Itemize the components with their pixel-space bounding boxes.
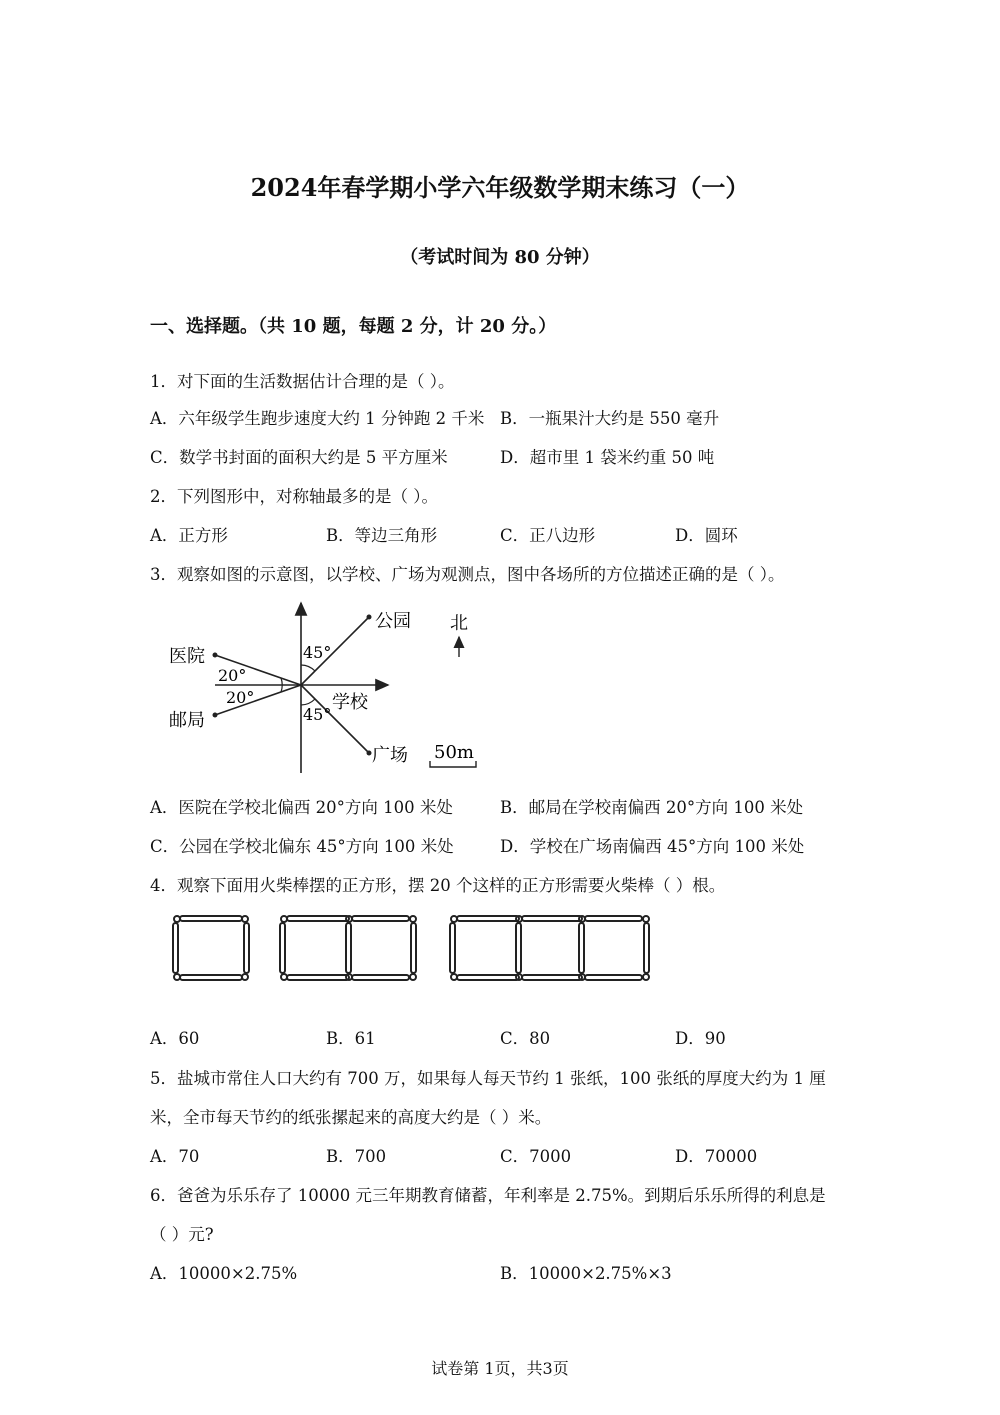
question-1-option-b: B．一瓶果汁大约是 550 毫升 [500,409,720,428]
question-2-option-d: D．圆环 [675,526,738,545]
park-point [367,615,372,620]
angle-45-top-label: 45° [303,643,332,662]
park-label: 公园 [375,611,411,632]
question-3-option-a: A．医院在学校北偏西 20°方向 100 米处 [150,798,453,817]
question-4-stem: 4．观察下面用火柴棒摆的正方形，摆 20 个这样的正方形需要火柴棒（ ）根。 [150,876,726,895]
question-5-option-c: C．7000 [500,1147,572,1166]
exam-duration: （考试时间为 80 分钟） [400,247,600,268]
question-2-option-c: C．正八边形 [500,526,596,545]
question-4-option-b: B．61 [326,1029,376,1048]
question-1-option-a: A．六年级学生跑步速度大约 1 分钟跑 2 千米 [150,409,485,428]
matchstick-figure-1 [173,916,249,980]
post-office-point [213,713,218,718]
question-1-option-c: C．数学书封面的面积大约是 5 平方厘米 [150,448,448,467]
question-1-option-d: D．超市里 1 袋米约重 50 吨 [500,448,715,467]
question-5-option-a: A．70 [150,1147,200,1166]
scale-label: 50m [434,742,474,763]
question-3-option-b: B．邮局在学校南偏西 20°方向 100 米处 [500,798,804,817]
question-4-option-d: D．90 [675,1029,726,1048]
hospital-point [213,653,218,658]
school-label: 学校 [332,692,368,713]
question-3-option-c: C．公园在学校北偏东 45°方向 100 米处 [150,837,454,856]
angle-20-top-label: 20° [218,666,247,685]
question-6-stem-line-2: （ ）元? [150,1225,214,1244]
post-office-label: 邮局 [169,710,205,731]
angle-45-bottom-label: 45° [303,705,332,724]
question-2-option-b: B．等边三角形 [326,526,438,545]
question-4-option-a: A．60 [150,1029,200,1048]
matchstick-figure-2 [280,916,416,980]
page-title: 2024年春学期小学六年级数学期末练习（一） [250,173,750,202]
question-3-stem: 3．观察如图的示意图，以学校、广场为观测点，图中各场所的方位描述正确的是（ ）。 [150,565,785,584]
question-4-option-c: C．80 [500,1029,551,1048]
square-label: 广场 [372,745,408,766]
hospital-label: 医院 [169,646,205,667]
question-6-option-a: A．10000×2.75% [150,1264,298,1283]
question-5-option-d: D．70000 [675,1147,758,1166]
question-5-stem-line-2: 米，全市每天节约的纸张摞起来的高度大约是（ ）米。 [150,1108,552,1127]
matchstick-figure-3 [450,916,649,980]
question-5-stem-line-1: 5．盐城市常住人口大约有 700 万，如果每人每天节约 1 张纸，100 张纸的厚度大约为 1 厘 [150,1069,826,1088]
question-2-option-a: A．正方形 [150,526,228,545]
matchstick-squares-figure [165,905,655,995]
direction-diagram [160,595,500,780]
section-heading: 一、选择题。（共 10 题，每题 2 分，计 20 分。） [150,316,557,337]
question-2-stem: 2．下列图形中，对称轴最多的是（ ）。 [150,487,438,506]
question-5-option-b: B．700 [326,1147,387,1166]
question-6-stem-line-1: 6．爸爸为乐乐存了 10000 元三年期教育储蓄，年利率是 2.75%。到期后乐乐所得的利息是 [150,1186,826,1205]
angle-arc-northeast [301,665,315,671]
question-6-option-b: B．10000×2.75%×3 [500,1264,672,1283]
north-label: 北 [450,613,468,634]
angle-20-bottom-label: 20° [226,688,255,707]
page-footer: 试卷第 1页，共3页 [431,1359,569,1378]
question-1-stem: 1．对下面的生活数据估计合理的是（ ）。 [150,372,455,391]
question-3-option-d: D．学校在广场南偏西 45°方向 100 米处 [500,837,805,856]
square-point [367,751,372,756]
